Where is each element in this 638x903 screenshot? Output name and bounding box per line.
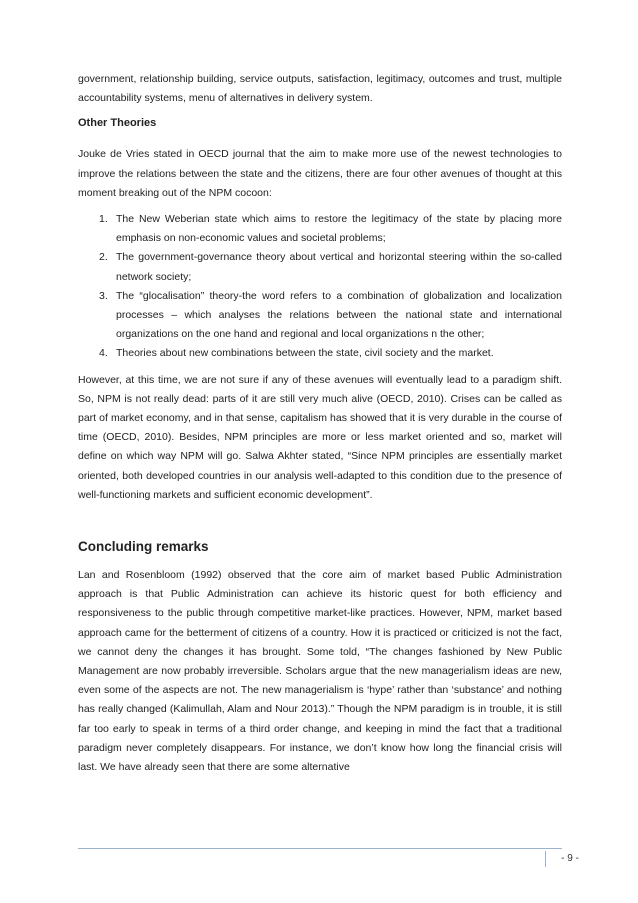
list-item-number: 2. xyxy=(99,251,108,264)
theories-list xyxy=(78,210,562,364)
document-page xyxy=(78,70,562,777)
concluding-remarks-heading: Concluding remarks xyxy=(78,539,209,555)
other-theories-paragraph: Jouke de Vries stated in OECD journal that the aim to make more use of the newest technologies to improve the relations between the state and the citizens, there are four other avenues of thought at this moment breaking out of the NPM cocoon: xyxy=(78,148,562,199)
list-item xyxy=(78,287,562,345)
however-paragraph: However, at this time, we are not sure if any of these avenues will eventually lead to a paradigm shift. So, NPM is not really dead: parts of it are still very much alive (OECD, 2010). Crises can be called as part of market economy, and in that sense, capitalism has showed that it is very durable in the course of time (OECD, 2010). Besides, NPM principles are more or less market oriented and so, market will define on which way NPM will go. Salwa Akhter stated, “Since NPM principles are essentially market oriented, both developed countries in our analysis well-adapted to this condition due to the presence of well-functioning markets and sufficient economic development”. xyxy=(78,373,562,501)
list-item xyxy=(78,344,562,363)
list-item-number: 1. xyxy=(99,213,108,226)
list-item-text: Theories about new combinations between the state, civil society and the market. xyxy=(116,347,494,360)
list-item-number: 4. xyxy=(99,347,108,360)
list-item xyxy=(78,210,562,248)
list-item-text: The New Weberian state which aims to restore the legitimacy of the state by placing more emphasis on non-economic values and societal problems; xyxy=(116,213,562,245)
section-spacer xyxy=(78,512,562,538)
list-item-text: The “glocalisation” theory-the word refers to a combination of globalization and localization processes – which analyses the relations between the national state and international organizations on the one hand and regional and local organizations n the other; xyxy=(116,289,562,341)
list-item-text: The government-governance theory about vertical and horizontal steering within the so-called network society; xyxy=(116,251,562,283)
footer-divider xyxy=(78,848,562,849)
concluding-paragraph: Lan and Rosenbloom (1992) observed that the core aim of market based Public Administration approach is that Public Administration can achieve its historic quest for both efficiency and responsiveness to the public through competitive market-like practices. However, NPM, market based approach came for the betterment of citizens of a country. How it is practiced or criticized is not the fact, we cannot deny the changes it has brought. Some told, “The changes fashioned by New Public Management are now probably irreversible. Scholars argue that the new managerialism ideas are new, even some of the aspects are not. The new managerialism is ‘hype’ rather than ‘substance’ and nothing has really changed (Kalimullah, Alam and Nour 2013).” Though the NPM paradigm is in trouble, it is still far too early to speak in terms of a third order change, and keeping in mind the fact that a traditional paradigm never completely disappears. For instance, we don’t know how long the financial crisis will last. We have already seen that there are some alternative xyxy=(78,569,562,774)
other-theories-heading: Other Theories xyxy=(78,117,157,130)
list-item-number: 3. xyxy=(99,289,108,302)
intro-paragraph: government, relationship building, service outputs, satisfaction, legitimacy, outcomes and trust, multiple accountability systems, menu of alternatives in delivery system. xyxy=(78,73,562,105)
list-item xyxy=(78,248,562,286)
page-number: - 9 - xyxy=(545,851,594,867)
